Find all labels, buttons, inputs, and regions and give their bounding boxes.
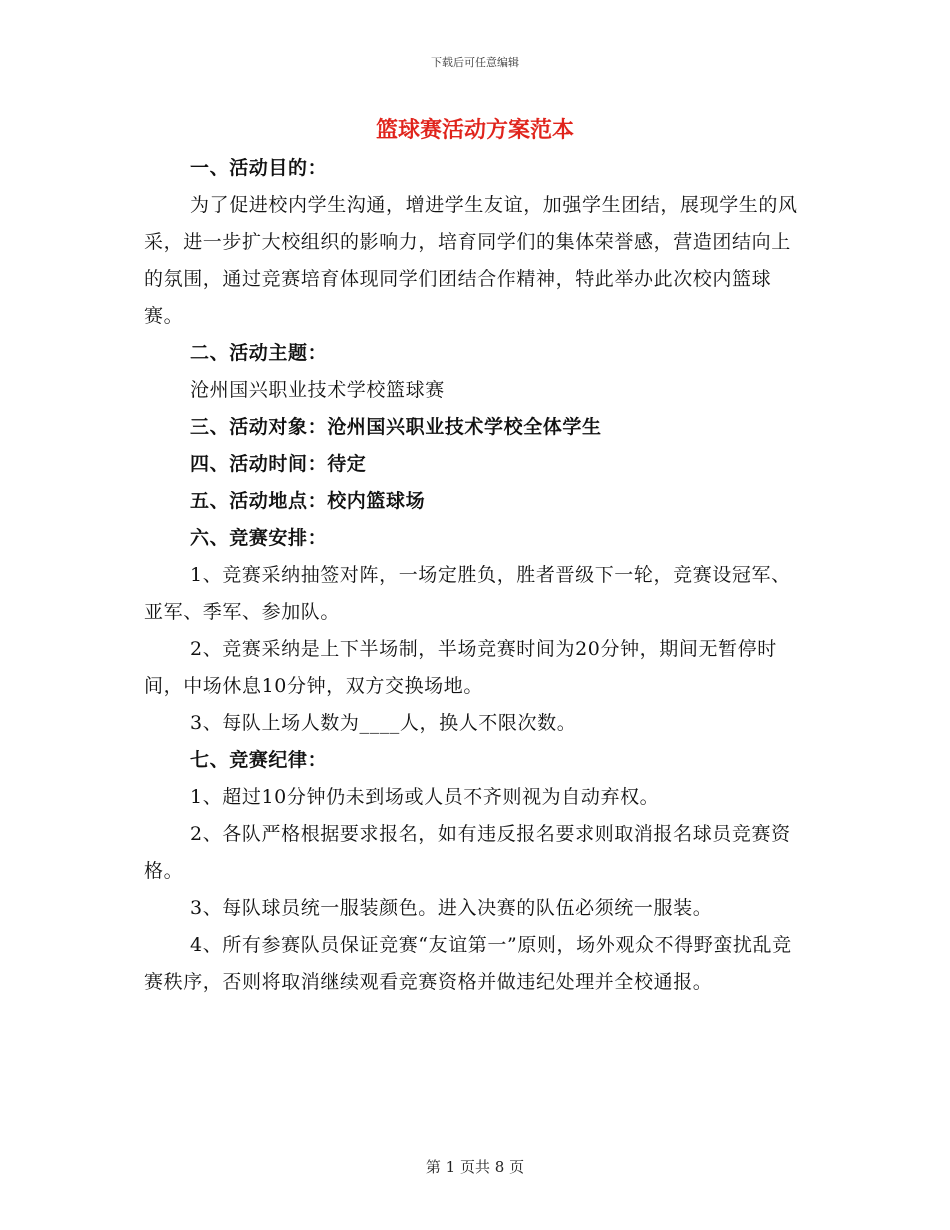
header-note: 下载后可任意编辑 xyxy=(431,56,519,69)
document-title: 篮球赛活动方案范本 xyxy=(375,117,574,143)
section-heading-theme: 二、活动主题： xyxy=(190,342,328,364)
schedule-item-1: 1、竞赛采纳抽签对阵，一场定胜负，胜者晋级下一轮，竞赛设冠军、亚军、季军、参加队。 xyxy=(144,564,791,623)
section-heading-venue: 五、活动地点：校内篮球场 xyxy=(190,490,426,512)
section-heading-purpose: 一、活动目的： xyxy=(190,157,328,179)
discipline-item-2: 2、各队严格根据要求报名，如有违反报名要求则取消报名球员竞赛资格。 xyxy=(144,823,791,882)
schedule-item-3: 3、每队上场人数为____人，换人不限次数。 xyxy=(190,712,577,734)
section-heading-discipline: 七、竞赛纪律： xyxy=(190,749,328,771)
section-heading-schedule: 六、竞赛安排： xyxy=(190,527,328,549)
discipline-item-4: 4、所有参赛队员保证竞赛“友谊第一”原则，场外观众不得野蛮扰乱竞赛秩序，否则将取消继续观看竞赛资格并做违纪处理并全校通报。 xyxy=(144,934,792,993)
section-body-theme: 沧州国兴职业技术学校篮球赛 xyxy=(190,379,445,401)
section-heading-audience: 三、活动对象：沧州国兴职业技术学校全体学生 xyxy=(190,416,602,438)
section-heading-time: 四、活动时间：待定 xyxy=(190,453,367,475)
discipline-item-1: 1、超过10分钟仍未到场或人员不齐则视为自动弃权。 xyxy=(190,786,660,808)
schedule-item-2: 2、竞赛采纳是上下半场制，半场竞赛时间为20分钟，期间无暂停时间，中场休息10分钟，双方交换场地。 xyxy=(144,638,777,697)
discipline-item-3: 3、每队球员统一服装颜色。进入决赛的队伍必须统一服装。 xyxy=(190,897,713,919)
section-body-purpose: 为了促进校内学生沟通，增进学生友谊，加强学生团结，展现学生的风采，进一步扩大校组织的影响力，培育同学们的集体荣誉感，营造团结向上的氛围，通过竞赛培育体现同学们团结合作精神，特此举办此次校内篮球赛。 xyxy=(144,194,798,327)
page-number-footer: 第 1 页共 8 页 xyxy=(425,1158,525,1176)
document-body xyxy=(144,150,808,1001)
